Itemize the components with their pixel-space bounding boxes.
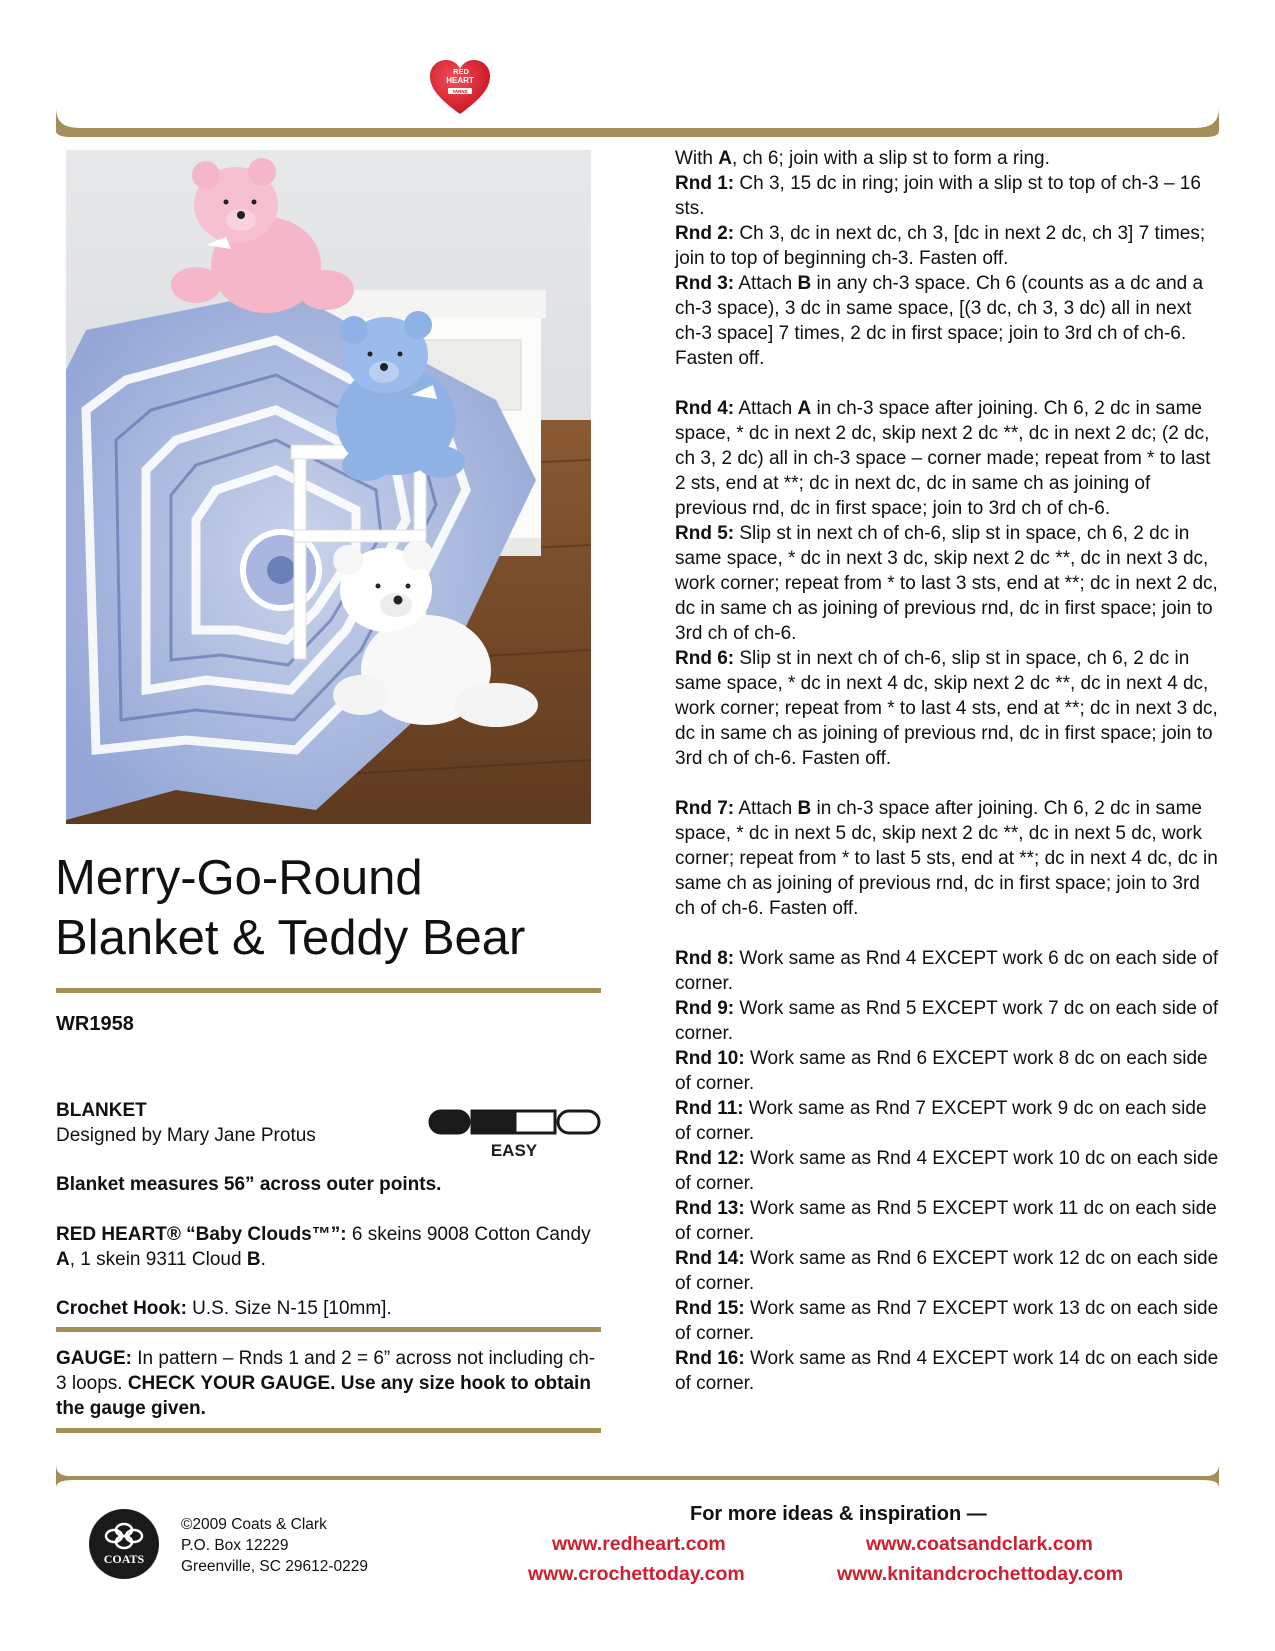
copyright-address (181, 1514, 368, 1577)
title-line-1: Merry-Go-Round (55, 851, 423, 905)
blanket-measurement: Blanket measures 56” across outer points. (56, 1174, 442, 1195)
divider-rule (56, 1327, 601, 1332)
link-coatsandclark[interactable]: www.coatsandclark.com (866, 1533, 1093, 1555)
title-line-2: Blanket & Teddy Bear (55, 911, 526, 965)
logo-text-heart: HEART (446, 76, 474, 85)
yarn-text: 6 skeins 9008 Cotton Candy (346, 1224, 591, 1245)
instruction-rnd-8: Rnd 8: Work same as Rnd 4 EXCEPT work 6 dc on each side of corner. (675, 948, 1219, 994)
footer-gold-band (0, 1462, 1275, 1496)
teddy-bears-blanket-photo (66, 150, 591, 824)
gauge-text: In pattern – Rnds 1 and 2 = 6” across not including ch-3 loops. (56, 1348, 596, 1394)
skill-level-indicator (428, 1108, 603, 1160)
instruction-intro: With A, ch 6; join with a slip st to form a ring. (675, 148, 1050, 169)
instruction-rnd-2: Rnd 2: Ch 3, dc in next dc, ch 3, [dc in next 2 dc, ch 3] 7 times; join to top of beginning ch-3. Fasten off. (675, 223, 1206, 269)
gauge-warning: CHECK YOUR GAUGE. Use any size hook to obtain the gauge given. (56, 1373, 591, 1419)
instruction-rnd-12: Rnd 12: Work same as Rnd 4 EXCEPT work 10 dc on each side of corner. (675, 1148, 1219, 1194)
hook-text: U.S. Size N-15 [10mm]. (186, 1298, 392, 1319)
instruction-rnd-15: Rnd 15: Work same as Rnd 7 EXCEPT work 13 dc on each side of corner. (675, 1298, 1219, 1344)
skill-segment-4 (558, 1111, 599, 1133)
logo-text-yarns: YARNS (452, 89, 468, 94)
po-box: P.O. Box 12229 (181, 1537, 289, 1554)
page-title (55, 848, 595, 968)
skill-level-label: EASY (490, 1141, 538, 1160)
link-redheart[interactable]: www.redheart.com (552, 1533, 726, 1555)
instruction-rnd-5: Rnd 5: Slip st in next ch of ch-6, slip st in space, ch 6, 2 dc in same space, * dc in next 3 dc, skip next 2 dc **, dc in next 3 dc, work corner; repeat from * to last 3 sts, end at **; dc in next 2 dc, dc in same ch as joining of previous rnd, dc in first space; join to 3rd ch of ch-6. (675, 523, 1218, 644)
pattern-instructions (675, 146, 1220, 1396)
instruction-rnd-3: Rnd 3: Attach B in any ch-3 space. Ch 6 (counts as a dc and a ch-3 space), 3 dc in same space, [(3 dc, ch 3, 3 dc) all in next ch-3 space] 7 times, 2 dc in first space; join to 3rd ch of ch-6. Fasten off. (675, 273, 1204, 369)
link-crochettoday[interactable]: www.crochettoday.com (528, 1563, 745, 1585)
link-knitandcrochettoday[interactable]: www.knitandcrochettoday.com (837, 1563, 1124, 1585)
yarn-requirements: RED HEART® “Baby Clouds™”: 6 skeins 9008 Cotton Candy A, 1 skein 9311 Cloud B. (56, 1224, 591, 1270)
designer-credit: Designed by Mary Jane Protus (56, 1125, 316, 1146)
divider-rule (56, 988, 601, 993)
city-address: Greenville, SC 29612-0229 (181, 1558, 368, 1575)
more-ideas-heading: For more ideas & inspiration — (690, 1503, 987, 1525)
instruction-rnd-9: Rnd 9: Work same as Rnd 5 EXCEPT work 7 dc on each side of corner. (675, 998, 1219, 1044)
instruction-rnd-10: Rnd 10: Work same as Rnd 6 EXCEPT work 8 dc on each side of corner. (675, 1048, 1208, 1094)
instruction-rnd-13: Rnd 13: Work same as Rnd 5 EXCEPT work 11 dc on each side of corner. (675, 1198, 1217, 1244)
yarn-text-2: , 1 skein 9311 Cloud (69, 1249, 247, 1270)
skill-segment-1 (430, 1111, 469, 1133)
yarn-color-a: A (56, 1249, 70, 1270)
skill-segment-3 (515, 1111, 555, 1133)
hook-label: Crochet Hook: (56, 1298, 187, 1319)
coats-logo-text: COATS (103, 1552, 145, 1566)
logo-text-red: RED (453, 67, 469, 76)
gauge-note (56, 1346, 596, 1421)
coats-logo (88, 1508, 160, 1580)
instruction-rnd-1: Rnd 1: Ch 3, 15 dc in ring; join with a slip st to top of ch-3 – 16 sts. (675, 173, 1201, 219)
pattern-number: WR1958 (56, 1013, 134, 1035)
gauge-label: GAUGE: (56, 1348, 132, 1369)
instruction-rnd-14: Rnd 14: Work same as Rnd 6 EXCEPT work 12 dc on each side of corner. (675, 1248, 1219, 1294)
yarn-color-b: B (246, 1249, 261, 1270)
instruction-rnd-4: Rnd 4: Attach A in ch-3 space after joining. Ch 6, 2 dc in same space, * dc in next 2 dc, skip next 2 dc **, dc in next 2 dc; (2 dc, ch 3, 2 dc) all in ch-3 space – corner made; repeat from * to last 2 sts, end at **; dc in next dc, dc in same ch as joining of previous rnd, dc in first space; join to 3rd ch of ch-6. (675, 398, 1211, 519)
copyright-text: ©2009 Coats & Clark (181, 1516, 327, 1533)
instruction-rnd-6: Rnd 6: Slip st in next ch of ch-6, slip st in space, ch 6, 2 dc in same space, * dc in next 4 dc, skip next 2 dc **, dc in next 4 dc, work corner; repeat from * to last 4 sts, end at **; dc in next 3 dc, dc in same ch as joining of previous rnd, dc in first space; join to 3rd ch of ch-6. Fasten off. (675, 648, 1218, 769)
header-gold-band (0, 95, 1275, 145)
divider-rule (56, 1428, 601, 1433)
instruction-rnd-16: Rnd 16: Work same as Rnd 4 EXCEPT work 14 dc on each side of corner. (675, 1348, 1219, 1394)
instruction-rnd-11: Rnd 11: Work same as Rnd 7 EXCEPT work 9 dc on each side of corner. (675, 1098, 1207, 1144)
skill-segment-2 (472, 1111, 512, 1133)
yarn-label: RED HEART® “Baby Clouds™”: (56, 1224, 347, 1245)
instruction-rnd-7: Rnd 7: Attach B in ch-3 space after joining. Ch 6, 2 dc in same space, * dc in next 5 dc, skip next 2 dc **, dc in next 5 dc, work corner; repeat from * to last 5 sts, end at **; dc in next 4 dc, dc in same ch as joining of previous rnd, dc in first space; join to 3rd ch of ch-6. Fasten off. (675, 798, 1218, 919)
section-heading-blanket: BLANKET (56, 1100, 147, 1121)
crochet-hook-size (56, 1296, 596, 1321)
